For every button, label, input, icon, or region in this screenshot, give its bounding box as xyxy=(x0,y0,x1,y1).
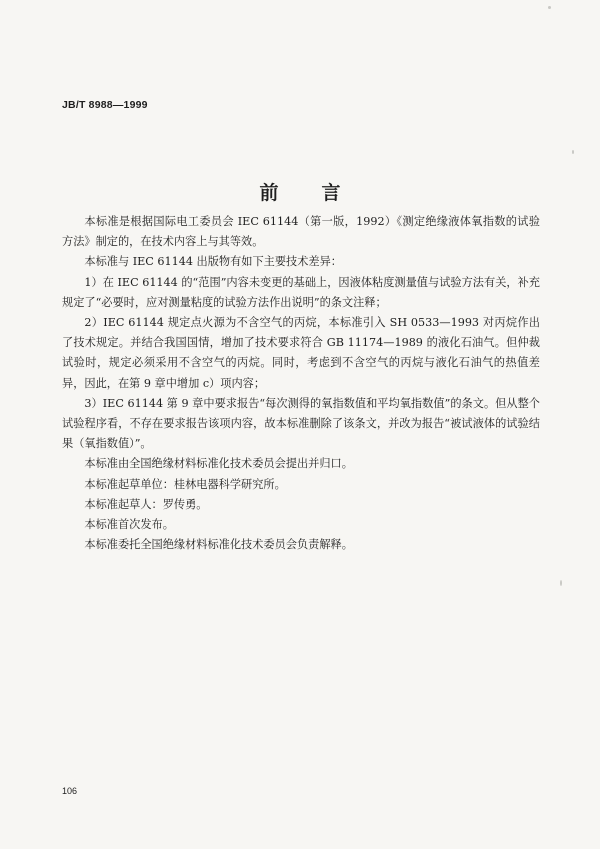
scan-speck xyxy=(572,150,574,154)
paragraph-interpretation: 本标准委托全国绝缘材料标准化技术委员会负责解释。 xyxy=(84,538,353,552)
paragraph-basis: 本标准是根据国际电工委员会 IEC 61144（第一版，1992）《测定绝缘液体氧指数的试验方法》制定的，在技术内容上与其等效。 xyxy=(62,215,540,249)
scan-speck xyxy=(548,6,551,9)
paragraph-drafting-unit: 本标准起草单位：桂林电器科学研究所。 xyxy=(84,477,286,491)
standard-code: JB/T 8988—1999 xyxy=(62,99,148,111)
paragraph-differences-intro: 本标准与 IEC 61144 出版物有如下主要技术差异： xyxy=(84,255,342,269)
paragraph-difference-1: 1）在 IEC 61144 的“范围”内容未变更的基础上，因液体粘度测量值与试验方法有关，补充规定了“必要时，应对测量粘度的试验方法作出说明”的条文注释； xyxy=(62,275,540,309)
paragraph-difference-3: 3）IEC 61144 第 9 章中要求报告“每次测得的氧指数值和平均氧指数值”的条文。但从整个试验程序看，不存在要求报告该项内容，故本标准删除了该条文，并改为报告“被试液体的试验结果（氧指数值）”。 xyxy=(62,396,540,451)
page-title: 前 言 xyxy=(259,182,353,204)
foreword-body xyxy=(62,212,540,555)
paragraph-proposer: 本标准由全国绝缘材料标准化技术委员会提出并归口。 xyxy=(84,457,353,471)
scan-speck xyxy=(560,580,562,586)
paragraph-drafter: 本标准起草人：罗传勇。 xyxy=(84,497,208,511)
paragraph-first-release: 本标准首次发布。 xyxy=(84,518,174,532)
paragraph-difference-2: 2）IEC 61144 规定点火源为不含空气的丙烷，本标准引入 SH 0533—1993 对丙烷作出了技术规定。并结合我国国情，增加了技术要求符合 GB 11174—1989 的液化石油气。但仲裁试验时，规定必须采用不含空气的丙烷。同时，考虑到不含空气的丙烷与液化石油气的热值差异，因此，在第 9 章中增加 c）项内容； xyxy=(62,316,540,390)
page-number: 106 xyxy=(62,786,78,796)
